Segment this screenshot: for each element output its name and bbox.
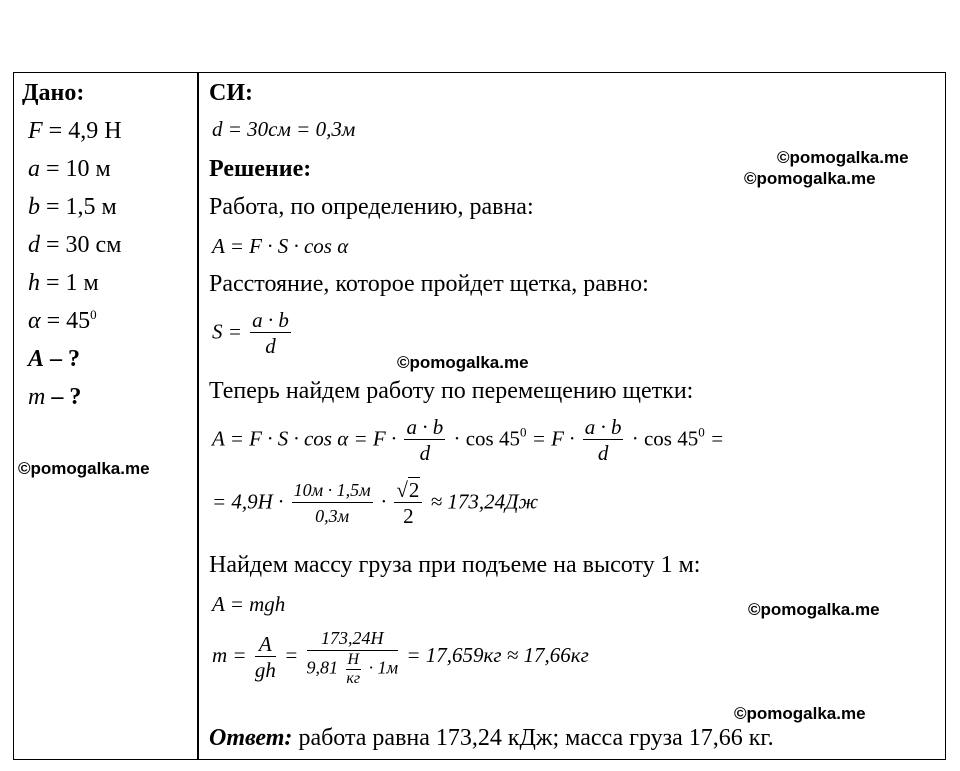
formula-potential: A = mgh (212, 592, 286, 616)
formula-work-expanded: A = F · S · cos α = F · $\frac{a \cdot b}{d}$ · $\cos 45^0 = F$ · $\frac{a \cdot b}{d}$ · $\cos 45^0$ = (212, 415, 725, 465)
given-item-f: F = 4,9 Н (28, 118, 122, 144)
answer-line: Ответ: работа равна 173,24 кДж; масса груза 17,66 кг. (209, 725, 774, 751)
paragraph-work-definition: Работа, по определению, равна: (209, 194, 534, 220)
given-item-b: b = 1,5 м (28, 194, 117, 220)
fraction-ab-over-d: $\frac{a \cdot b}{d}$ (252, 308, 289, 358)
watermark: ©pomogalka.me (744, 169, 876, 188)
sqrt-icon: √2 (396, 478, 420, 502)
given-item-alpha: $\alpha = 45^0$ (28, 307, 97, 334)
formula-work-numeric: = 4,9Н · $\frac{10м \cdot 1,5м}{0,3м}$ · $\frac{√2}{2}$ ≈ 173,24Дж (212, 478, 539, 528)
paragraph-work-brush: Теперь найдем работу по перемещению щетки: (209, 378, 694, 404)
given-item-d: d = 30 см (28, 232, 122, 258)
given-item-h: h = 1 м (28, 270, 99, 296)
si-equation: d = 30см = 0,3м (212, 117, 356, 141)
given-item-a: a = 10 м (28, 156, 111, 182)
watermark: ©pomogalka.me (748, 600, 880, 619)
watermark: ©pomogalka.me (397, 353, 529, 372)
given-item-unknown-m: m – ? (28, 384, 82, 410)
watermark: ©pomogalka.me (18, 459, 150, 478)
formula-distance: S = $\frac{a \cdot b}{d}$ (212, 308, 289, 358)
paragraph-distance: Расстояние, которое пройдет щетка, равно: (209, 271, 649, 297)
watermark: ©pomogalka.me (777, 148, 909, 167)
formula-work: A = F · S · cos α (212, 234, 349, 258)
formula-mass: m = $\frac{A}{gh}$ = 173,24Н 9,81 $\frac{Н}{кг}$ · 1м = 17,659кг ≈ 17,66кг (212, 628, 589, 687)
solution-title: Решение: (209, 156, 312, 182)
si-title: СИ: (209, 80, 253, 106)
column-divider (197, 72, 199, 760)
given-title: Дано: (22, 80, 85, 106)
given-item-unknown-a: A – ? (28, 346, 81, 372)
watermark: ©pomogalka.me (734, 704, 866, 723)
paragraph-mass: Найдем массу груза при подъеме на высоту 1 м: (209, 552, 701, 578)
